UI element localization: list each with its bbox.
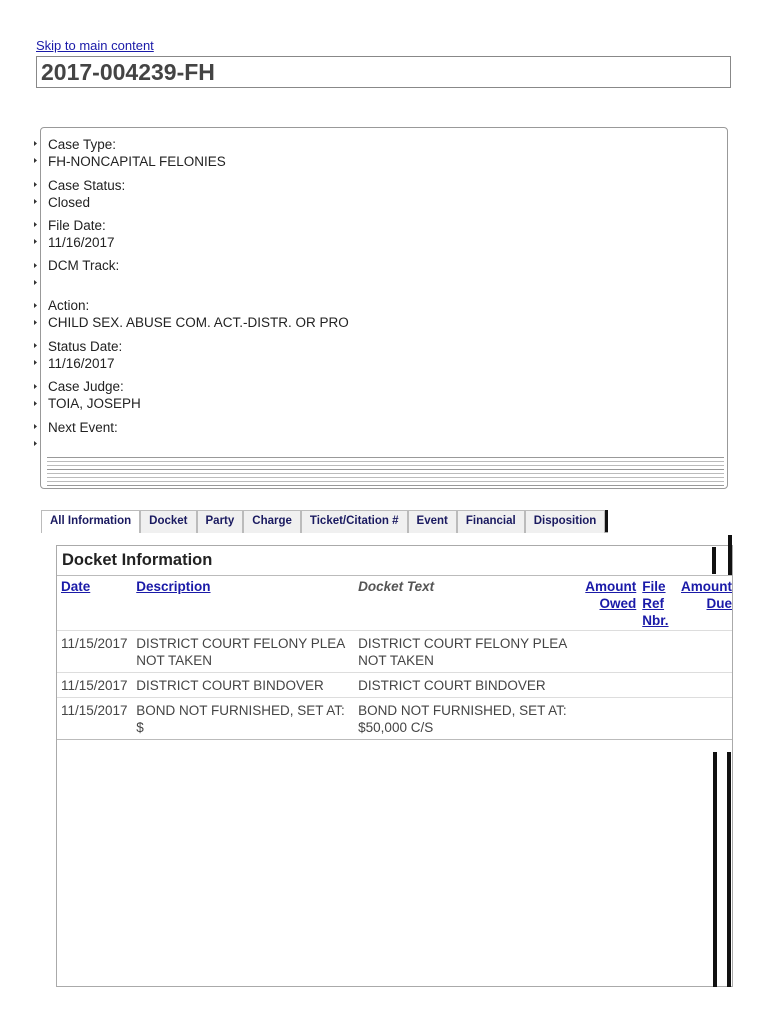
next-event-label: Next Event: bbox=[48, 420, 118, 435]
tab-ticket-citation[interactable]: Ticket/Citation # bbox=[301, 510, 408, 533]
case-status-label: Case Status: bbox=[48, 178, 126, 193]
next-event-field bbox=[48, 419, 118, 453]
cell-date: 11/15/2017 bbox=[57, 630, 132, 672]
docket-title: Docket Information bbox=[62, 551, 213, 569]
dcm-track-field bbox=[48, 257, 119, 291]
cell-file-ref bbox=[638, 697, 671, 739]
bullet-icon bbox=[34, 384, 37, 389]
table-row bbox=[57, 630, 733, 672]
status-date-value: 11/16/2017 bbox=[48, 356, 115, 371]
case-status-value: Closed bbox=[48, 195, 91, 210]
scrollbar-track[interactable] bbox=[728, 535, 732, 575]
case-judge-field bbox=[48, 378, 141, 412]
cell-amount-due bbox=[672, 630, 733, 672]
cell-description: DISTRICT COURT FELONY PLEA NOT TAKEN bbox=[132, 630, 354, 672]
tab-charge[interactable]: Charge bbox=[243, 510, 301, 533]
skip-to-main-content-link[interactable]: Skip to main content bbox=[36, 38, 154, 53]
sort-amount-due-link[interactable]: Amount Due bbox=[681, 579, 732, 611]
bullet-icon bbox=[34, 401, 37, 406]
bullet-icon bbox=[34, 239, 37, 244]
tab-divider bbox=[605, 510, 608, 532]
docket-header-row bbox=[57, 576, 733, 630]
case-type-field bbox=[48, 136, 226, 170]
cell-docket-text: BOND NOT FURNISHED, SET AT: $50,000 C/S bbox=[354, 697, 574, 739]
case-title-box bbox=[36, 56, 731, 88]
cell-docket-text: DISTRICT COURT BINDOVER bbox=[354, 672, 574, 697]
cell-amount-owed bbox=[574, 697, 638, 739]
scrollbar-track[interactable] bbox=[713, 752, 717, 987]
status-date-field bbox=[48, 338, 122, 372]
docket-panel bbox=[56, 545, 733, 987]
tab-all-information[interactable]: All Information bbox=[41, 510, 140, 533]
bullet-icon bbox=[34, 263, 37, 268]
file-date-value: 11/16/2017 bbox=[48, 235, 115, 250]
file-date-label: File Date: bbox=[48, 218, 106, 233]
tab-party[interactable]: Party bbox=[197, 510, 244, 533]
sort-file-ref-link[interactable]: File Ref Nbr. bbox=[642, 579, 669, 628]
cell-date: 11/15/2017 bbox=[57, 672, 132, 697]
case-judge-value: TOIA, JOSEPH bbox=[48, 396, 141, 411]
column-header-description[interactable] bbox=[132, 576, 354, 630]
bullet-icon bbox=[34, 303, 37, 308]
action-label: Action: bbox=[48, 298, 90, 313]
docket-table bbox=[57, 576, 733, 740]
column-header-file-ref[interactable] bbox=[638, 576, 671, 630]
next-event-value bbox=[48, 436, 118, 453]
page-title: 2017-004239-FH bbox=[41, 59, 215, 85]
docket-header bbox=[57, 546, 732, 576]
cell-amount-due bbox=[672, 672, 733, 697]
table-row bbox=[57, 697, 733, 739]
bullet-icon bbox=[34, 182, 37, 187]
cell-amount-owed bbox=[574, 630, 638, 672]
bullet-icon bbox=[34, 424, 37, 429]
cell-file-ref bbox=[638, 672, 671, 697]
bullet-icon bbox=[34, 199, 37, 204]
bullet-icon bbox=[34, 141, 37, 146]
tab-disposition[interactable]: Disposition bbox=[525, 510, 606, 533]
case-type-value: FH-NONCAPITAL FELONIES bbox=[48, 154, 226, 169]
bullet-icon bbox=[34, 280, 37, 285]
tab-event[interactable]: Event bbox=[408, 510, 457, 533]
column-header-date[interactable] bbox=[57, 576, 132, 630]
scrollbar-track[interactable] bbox=[727, 752, 731, 987]
sort-amount-owed-link[interactable]: Amount Owed bbox=[585, 579, 637, 611]
column-header-docket-text: Docket Text bbox=[358, 579, 435, 594]
sort-description-link[interactable]: Description bbox=[136, 579, 211, 594]
case-status-field bbox=[48, 177, 125, 211]
bullet-icon bbox=[34, 441, 37, 446]
bullet-icon bbox=[34, 343, 37, 348]
tab-docket[interactable]: Docket bbox=[140, 510, 196, 533]
status-date-label: Status Date: bbox=[48, 339, 123, 354]
cell-description: BOND NOT FURNISHED, SET AT: $ bbox=[132, 697, 354, 739]
case-tabs bbox=[41, 510, 608, 533]
bullet-icon bbox=[34, 158, 37, 163]
cell-description: DISTRICT COURT BINDOVER bbox=[132, 672, 354, 697]
cell-date: 11/15/2017 bbox=[57, 697, 132, 739]
column-header-amount-owed[interactable] bbox=[574, 576, 638, 630]
table-row bbox=[57, 672, 733, 697]
cell-amount-due bbox=[672, 697, 733, 739]
summary-divider bbox=[47, 457, 724, 489]
cell-amount-owed bbox=[574, 672, 638, 697]
tab-financial[interactable]: Financial bbox=[457, 510, 525, 533]
cell-file-ref bbox=[638, 630, 671, 672]
case-type-label: Case Type: bbox=[48, 137, 117, 152]
bullet-icon bbox=[34, 320, 37, 325]
scrollbar-edge bbox=[712, 547, 716, 574]
file-date-field bbox=[48, 217, 115, 251]
action-field bbox=[48, 297, 349, 331]
bullet-icon bbox=[34, 360, 37, 365]
dcm-track-label: DCM Track: bbox=[48, 258, 120, 273]
sort-date-link[interactable]: Date bbox=[61, 579, 91, 594]
cell-docket-text: DISTRICT COURT FELONY PLEA NOT TAKEN bbox=[354, 630, 574, 672]
action-value: CHILD SEX. ABUSE COM. ACT.-DISTR. OR PRO bbox=[48, 315, 349, 330]
case-judge-label: Case Judge: bbox=[48, 379, 124, 394]
column-header-amount-due[interactable] bbox=[672, 576, 733, 630]
bullet-icon bbox=[34, 222, 37, 227]
dcm-track-value bbox=[48, 274, 119, 291]
